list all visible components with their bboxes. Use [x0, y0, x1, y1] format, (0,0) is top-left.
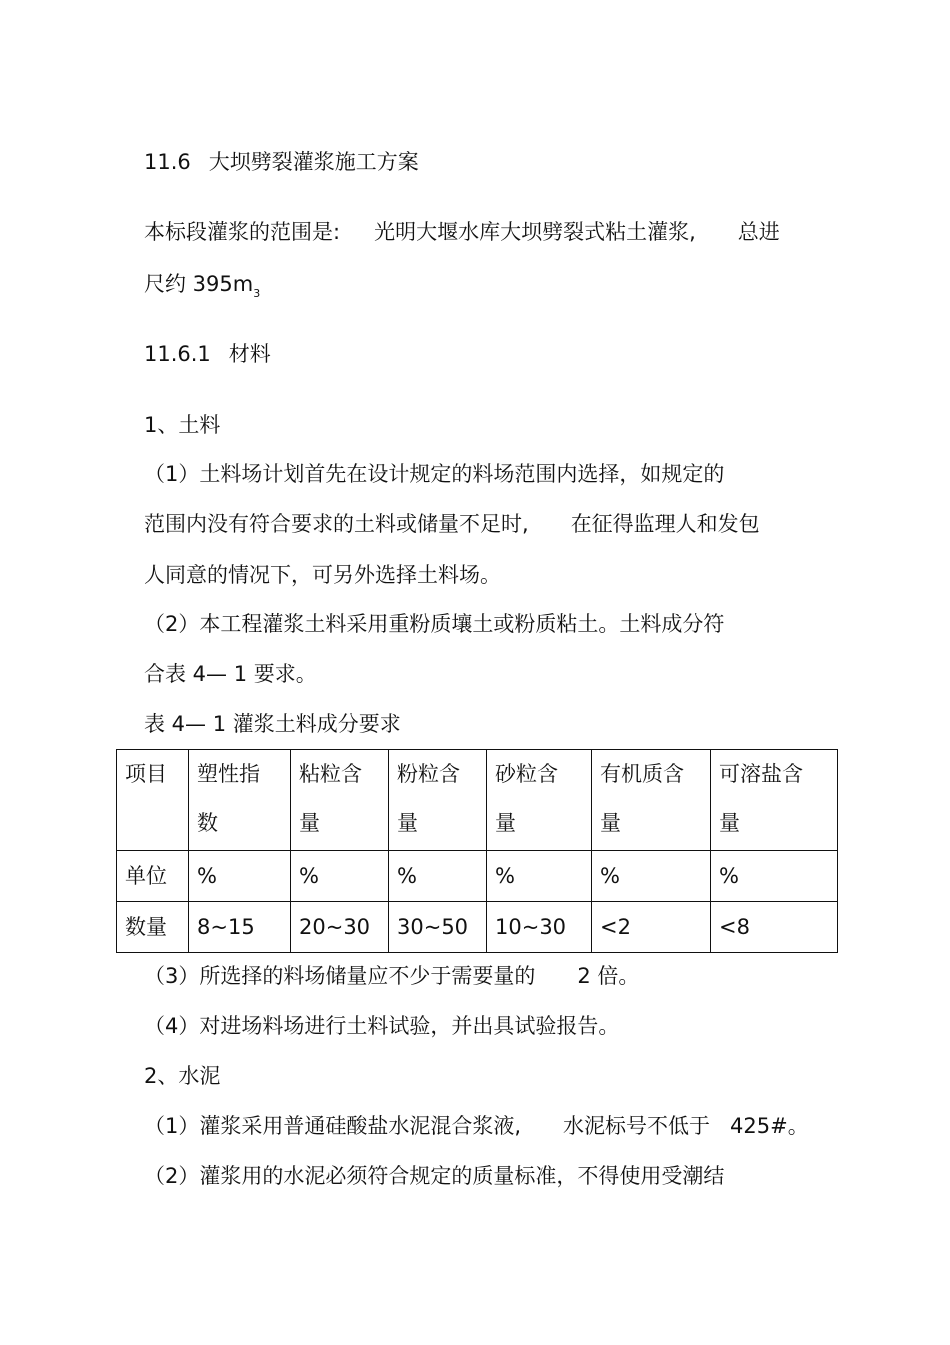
paragraph-text: 2 倍。 [577, 964, 640, 988]
section-heading [144, 152, 419, 173]
table-header-cell: 粉粒含 量 [389, 750, 487, 851]
table-cell: % [189, 851, 291, 902]
paragraph-line: 人同意的情况下，可另外选择土料场。 [144, 563, 501, 587]
paragraph-line [144, 514, 760, 535]
paragraph-text: 范围内没有符合要求的土料或储量不足时, [144, 512, 529, 536]
table-row [117, 902, 838, 953]
paragraph-line [144, 1116, 809, 1137]
paragraph-line: （1）土料场计划首先在设计规定的料场范围内选择，如规定的 [144, 462, 725, 486]
scope-text: 光明大堰水库大坝劈裂式粘土灌浆, [374, 220, 696, 244]
paragraph-text: 水泥标号不低于 [563, 1114, 711, 1138]
table-cell: <8 [711, 902, 838, 953]
table-cell: 10~30 [487, 902, 592, 953]
soil-title: 1、土料 [144, 413, 221, 437]
paragraph-line: 合表 4— 1 要求。 [144, 662, 317, 686]
table-header-cell: 可溶盐含 量 [711, 750, 838, 851]
scope-text: 尺约 395m [144, 272, 254, 296]
cement-title: 2、水泥 [144, 1064, 221, 1088]
subsection-heading [144, 344, 271, 365]
paragraph-text: （3）所选择的料场储量应不少于需要量的 [144, 964, 536, 988]
section-title: 大坝劈裂灌浆施工方案 [208, 150, 419, 174]
table-row [117, 851, 838, 902]
table-cell: % [487, 851, 592, 902]
table-cell: % [711, 851, 838, 902]
table-header-cell: 砂粒含 量 [487, 750, 592, 851]
table-header-row [117, 750, 838, 851]
table-cell: % [389, 851, 487, 902]
table-caption: 表 4— 1 灌浆土料成分要求 [144, 712, 401, 736]
subsection-number: 11.6.1 [144, 342, 211, 366]
table-header-cell: 项目 [117, 750, 189, 851]
table-cell: 20~30 [291, 902, 389, 953]
paragraph-text: 在征得监理人和发包 [570, 512, 760, 536]
scope-line-2 [144, 272, 261, 300]
table-cell: 30~50 [389, 902, 487, 953]
scope-text: 总进 [737, 220, 780, 244]
paragraph-text: 425#。 [730, 1114, 809, 1138]
table-cell: 8~15 [189, 902, 291, 953]
table-header-cell: 有机质含 量 [592, 750, 711, 851]
table-cell: % [592, 851, 711, 902]
table-header-cell: 粘粒含 量 [291, 750, 389, 851]
scope-line-1 [144, 222, 780, 243]
table-cell: % [291, 851, 389, 902]
soil-composition-table [116, 749, 838, 953]
paragraph-text: （1）灌浆采用普通硅酸盐水泥混合浆液, [144, 1114, 522, 1138]
section-number: 11.6 [144, 150, 191, 174]
paragraph-line: （4）对进场料场进行土料试验，并出具试验报告。 [144, 1014, 620, 1038]
paragraph-line: （2）灌浆用的水泥必须符合规定的质量标准，不得使用受潮结 [144, 1164, 725, 1188]
table-cell: 数量 [117, 902, 189, 953]
table-cell: <2 [592, 902, 711, 953]
paragraph-line [144, 966, 639, 987]
table-cell: 单位 [117, 851, 189, 902]
subsection-title: 材料 [228, 342, 271, 366]
paragraph-line: （2）本工程灌浆土料采用重粉质壤土或粉质粘土。土料成分符 [144, 612, 725, 636]
scope-text: 本标段灌浆的范围是: [144, 220, 341, 244]
table-header-cell: 塑性指 数 [189, 750, 291, 851]
unit-superscript: 3 [253, 287, 261, 300]
